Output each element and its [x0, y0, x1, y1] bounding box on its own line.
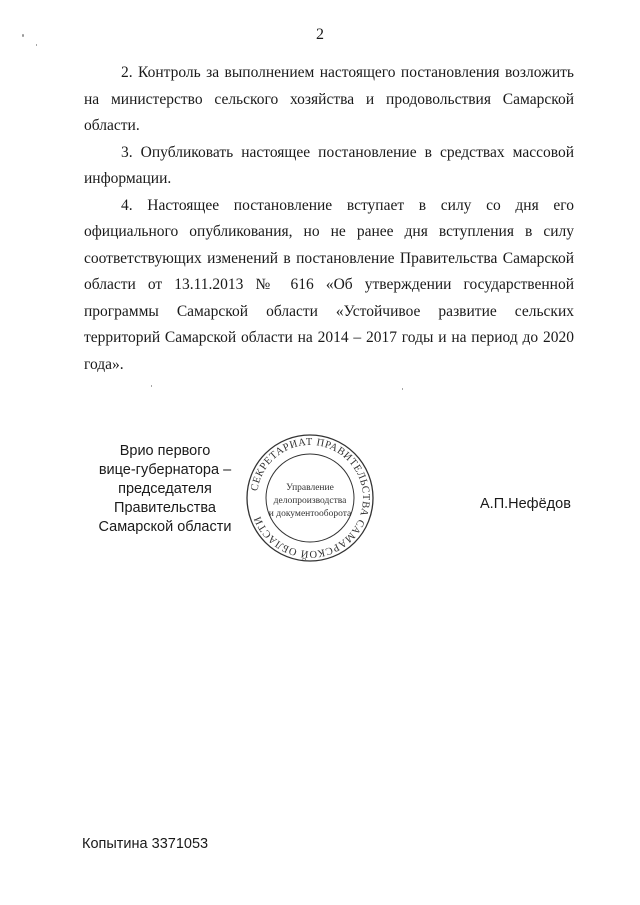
paragraph-2: 2. Контроль за выполнением настоящего постановления возложить на министерство сельского хозяйства и продовольствия Самарской области.: [84, 64, 574, 134]
paragraph-4: 4. Настоящее постановление вступает в силу со дня его официального опубликования, но не ранее дня вступления в силу соответствующих изменений в постановление Правительства Самарской области от 13.11.2013 № 616 «Об утверждении государственной программы Самарской области «Устойчивое развитие сельских территорий Самарской области на 2014 – 2017 годы и на период до 2020 года».: [84, 196, 574, 373]
seal-graphic: [244, 432, 376, 564]
executor-contact: Копытина 3371053: [82, 836, 209, 852]
official-seal-stamp: [244, 432, 376, 564]
paragraph-3: 3. Опубликовать настоящее постановление в средствах массовой информации.: [84, 143, 574, 187]
signatory-title-line: председателя Правительства: [114, 481, 216, 516]
scan-speck: [402, 388, 403, 390]
signatory-title-line: Самарской области: [98, 519, 232, 535]
page-number: 2: [316, 26, 324, 43]
document-body: [84, 60, 574, 378]
seal-center-line: делопроизводства: [273, 496, 347, 506]
scan-speck: [151, 385, 152, 387]
signatory-title-line: вице-губернатора –: [98, 462, 232, 478]
scan-speck: [36, 44, 37, 46]
scan-speck: [22, 34, 24, 37]
seal-center-line: и документооборота: [268, 509, 352, 519]
seal-ring-text: СЕКРЕТАРИАТ ПРАВИТЕЛЬСТВА САМАРСКОЙ ОБЛАСТИ: [249, 436, 372, 560]
seal-center-line: Управление: [286, 483, 334, 493]
signatory-title: [80, 442, 250, 537]
signatory-name: А.П.Нефёдов: [480, 496, 571, 512]
signatory-title-line: Врио первого: [119, 443, 211, 459]
